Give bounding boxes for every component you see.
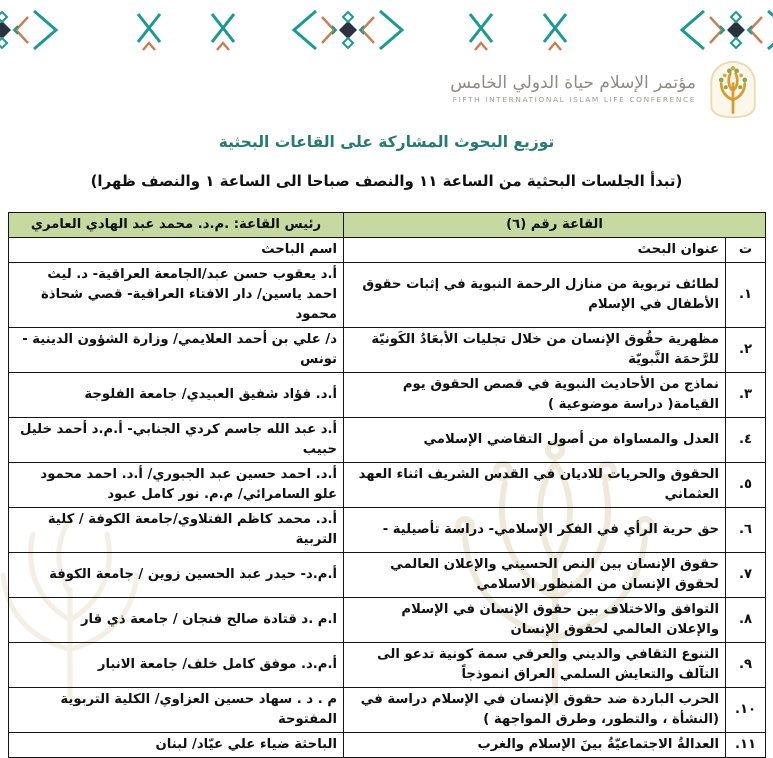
research-title: الحرب الباردة ضد حقوق الإنسان في الإسلام دراسة في (النشأة ، والتطور، وطرق المواجهة ) <box>344 688 726 733</box>
row-number: ٩. <box>726 643 766 688</box>
row-number: ٢. <box>726 328 766 373</box>
row-number: ١١. <box>726 733 766 758</box>
table-row <box>9 733 766 758</box>
hall-chair-header: رئيس القاعة: .م.د. محمد عبد الهادي العامري <box>9 213 344 238</box>
research-title: نماذج من الأحاديث النبوية في قصص الحقوق يوم القيامة( دراسة موضوعية ) <box>344 373 726 418</box>
research-title: لطائف تربوية من منازل الرحمة النبوية في إثبات حقوق الأطفال في الإسلام <box>344 263 726 328</box>
research-title: الحقوق والحريات للاديان في القدس الشريف اثناء العهد العثماني <box>344 463 726 508</box>
researcher-name: أ.م.د. موفق كامل خلف/ جامعة الانبار <box>9 643 344 688</box>
tree-logo-icon <box>705 60 761 118</box>
row-number: ٦. <box>726 508 766 553</box>
row-number: ٥. <box>726 463 766 508</box>
researcher-name: أ.د. محمد كاظم الفتلاوي/جامعة الكوفة / كلية التربية <box>9 508 344 553</box>
column-header-title: عنوان البحث <box>344 238 726 263</box>
researcher-name: أ.د يعقوب حسن عبد/الجامعة العراقية- د. ليث احمد ياسين/ دار الافتاء العراقية- قصي شحاذة محمود <box>9 263 344 328</box>
research-title: التنوع الثقافي والديني والعرقي سمة كونية تدعو الى التآلف والتعايش السلمي العراق انموذجاً <box>344 643 726 688</box>
research-title: العدل والمساواة من أصول التقاضي الإسلامي <box>344 418 726 463</box>
researcher-name: أ.د عبد الله جاسم كردي الجنابي- أ.م.د أحمد خليل حبيب <box>9 418 344 463</box>
column-header-no: ت <box>726 238 766 263</box>
conference-name-arabic: مؤتمر الإسلام حياة الدولي الخامس <box>450 72 696 93</box>
research-title: العدالةُ الاجتماعيّةُ بينَ الإسلام والغرب <box>344 733 726 758</box>
researcher-name: م . د . سهاد حسين العزاوي/ الكلية التربوية المفتوحة <box>9 688 344 733</box>
researcher-name: د/ علي بن أحمد العلايمي/ وزارة الشؤون الدينية - تونس <box>9 328 344 373</box>
program-table <box>8 212 766 758</box>
page-title: توزيع البحوث المشاركة على القاعات البحثية <box>218 133 555 151</box>
table-row <box>9 418 766 463</box>
researcher-name: الباحثة ضياء علي عيّاد/ لبنان <box>9 733 344 758</box>
table-row <box>9 688 766 733</box>
researcher-name: أ.م.د- حيدر عبد الحسين زوين / جامعة الكوفة <box>9 553 344 598</box>
table-row <box>9 463 766 508</box>
row-number: ٣. <box>726 373 766 418</box>
row-number: ١. <box>726 263 766 328</box>
row-number: ٤. <box>726 418 766 463</box>
research-title: حقوق الإنسان بين النص الحسيني والإعلان العالمي لحقوق الإنسان من المنظور الاسلامي <box>344 553 726 598</box>
page-subtitle: (تبدأ الجلسات البحثية من الساعة ١١ والنصف صباحا الى الساعة ١ والنصف ظهرا) <box>90 172 683 190</box>
row-number: ٧. <box>726 553 766 598</box>
hall-number-header: القاعة رقم (٦) <box>344 213 766 238</box>
conference-logo <box>450 60 761 118</box>
hall-header-row <box>9 213 766 238</box>
table-row <box>9 643 766 688</box>
table-row <box>9 508 766 553</box>
conference-name-english: FIFTH INTERNATIONAL ISLAM LIFE CONFERENCE <box>452 95 696 105</box>
researcher-name: أ.د. احمد حسين عبد الجبوري/ أ.د. احمد محمود علو السامرائي/ م.م. نور كامل عبود <box>9 463 344 508</box>
researcher-name: أ.د. فؤاد شفيق العبيدي/ جامعة الفلوجة <box>9 373 344 418</box>
column-header-row <box>9 238 766 263</box>
table-row <box>9 328 766 373</box>
research-title: التوافق والاختلاف بين حقوق الإنسان في الإسلام والإعلان العالمي لحقوق الإنسان <box>344 598 726 643</box>
table-row <box>9 553 766 598</box>
row-number: ١٠. <box>726 688 766 733</box>
decorative-border <box>0 6 773 54</box>
researcher-name: ا.م .د قتادة صالح فنجان / جامعة ذي قار <box>9 598 344 643</box>
column-header-researcher: اسم الباحث <box>9 238 344 263</box>
table-row <box>9 373 766 418</box>
table-row <box>9 598 766 643</box>
table-body <box>9 263 766 758</box>
research-title: مظهرية حقُوق الإنسان من خلال تجليات الأبعَادُ الكَونيّة للرَّحمَة النَّبويّة <box>344 328 726 373</box>
row-number: ٨. <box>726 598 766 643</box>
table-row <box>9 263 766 328</box>
research-title: حق حرية الرأي في الفكر الإسلامي- دراسة تأصيلية - <box>344 508 726 553</box>
